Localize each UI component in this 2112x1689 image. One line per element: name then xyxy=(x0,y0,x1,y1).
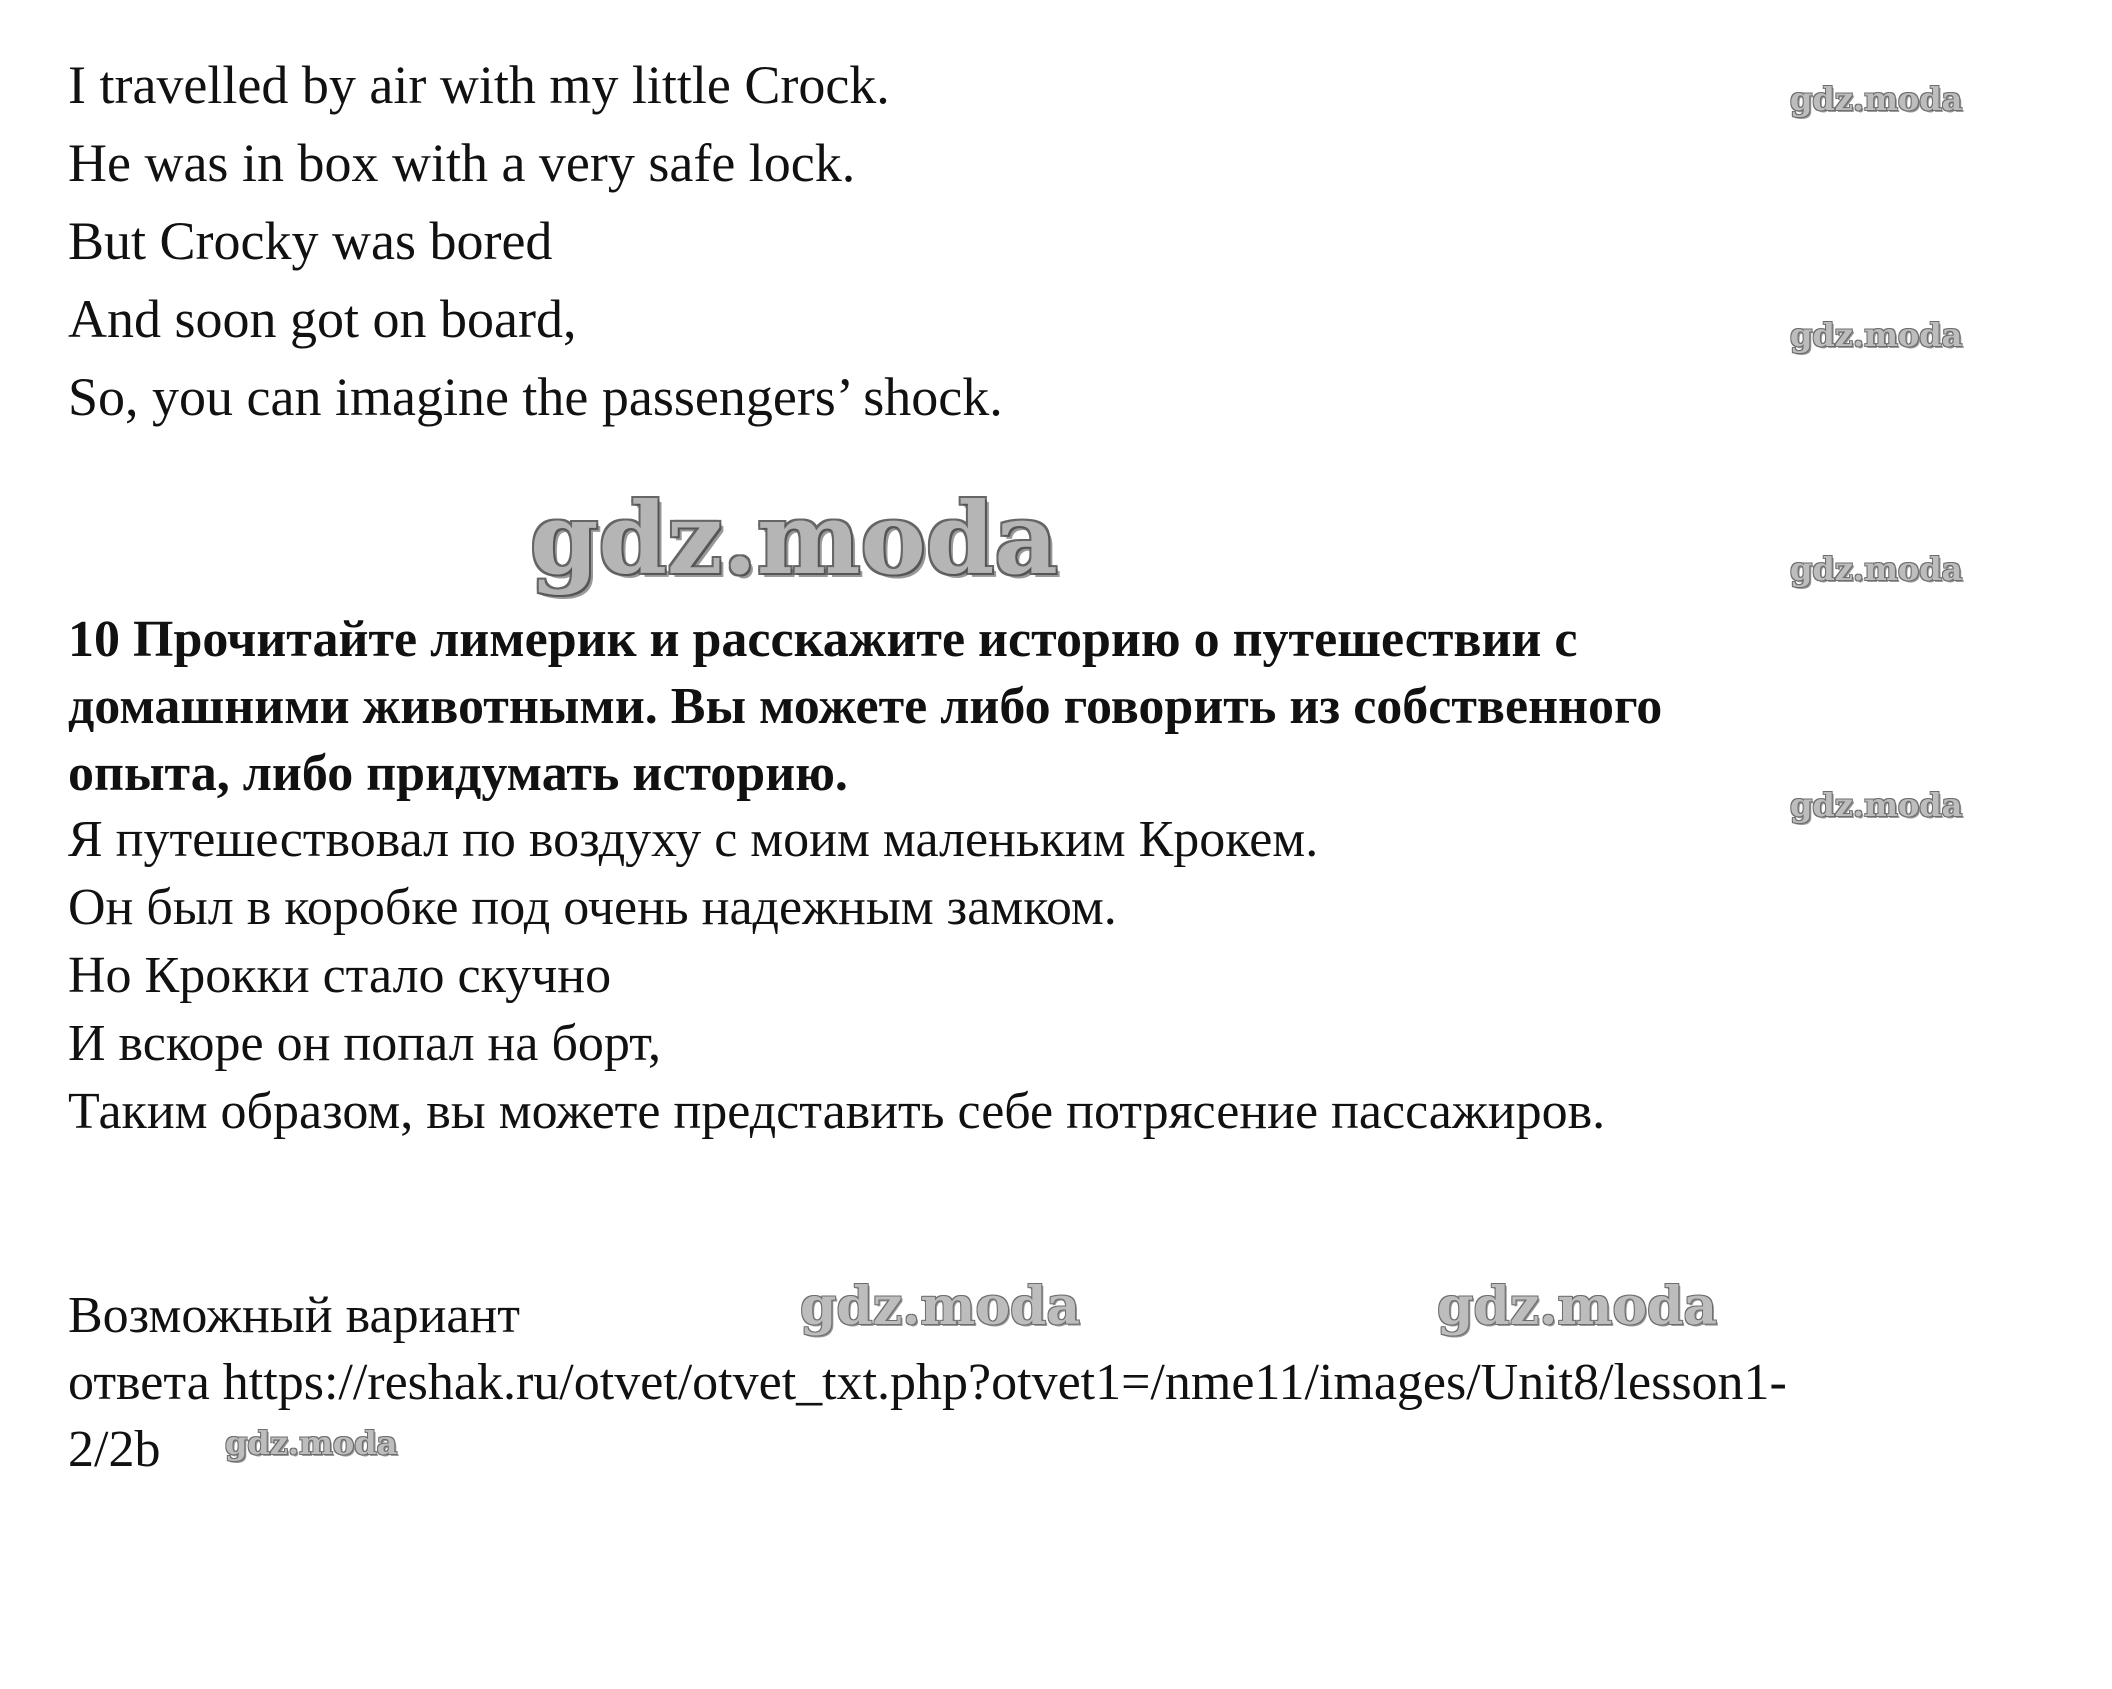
poem-line: And soon got on board, xyxy=(68,289,577,349)
watermark: gdz.moda xyxy=(1790,550,1963,588)
translation-line: И вскоре он попал на борт, xyxy=(68,1015,662,1072)
watermark: gdz.moda xyxy=(225,1424,398,1462)
poem-line: I travelled by air with my little Crock. xyxy=(68,55,890,115)
task-heading xyxy=(68,606,2048,807)
translation-line: Таким образом, вы можете представить себе потрясение пассажиров. xyxy=(68,1083,1606,1140)
watermark: gdz.moda xyxy=(1790,316,1963,354)
answer-label: Возможный вариант xyxy=(68,1287,521,1344)
translation-line: Но Крокки стало скучно xyxy=(68,947,612,1004)
poem-line: So, you can imagine the passengers’ shock. xyxy=(68,367,1003,427)
russian-translation xyxy=(68,806,2048,1146)
task-line: опыта, либо придумать историю. xyxy=(68,745,848,802)
watermark: gdz.moda xyxy=(800,1276,1081,1337)
answer-link-end[interactable]: 2/2b xyxy=(68,1421,161,1478)
watermark: gdz.moda xyxy=(1437,1276,1718,1337)
answer-link[interactable]: ответа https://reshak.ru/otvet/otvet_txt.php?otvet1=/nme11/images/Unit8/lesson1- xyxy=(68,1354,1787,1411)
watermark: gdz.moda xyxy=(1790,80,1963,118)
task-line: 10 Прочитайте лимерик и расскажите историю о путешествии с xyxy=(68,611,1578,668)
watermark: gdz.moda xyxy=(1790,786,1963,824)
watermark-large: gdz.moda xyxy=(530,482,1058,597)
poem-line: He was in box with a very safe lock. xyxy=(68,133,856,193)
poem-line: But Crocky was bored xyxy=(68,211,553,271)
english-limerick xyxy=(68,46,2048,436)
task-line: домашними животными. Вы можете либо говорить из собственного xyxy=(68,678,1663,735)
translation-line: Я путешествовал по воздуху с моим маленьким Крокем. xyxy=(68,811,1319,868)
translation-line: Он был в коробке под очень надежным замком. xyxy=(68,879,1117,936)
